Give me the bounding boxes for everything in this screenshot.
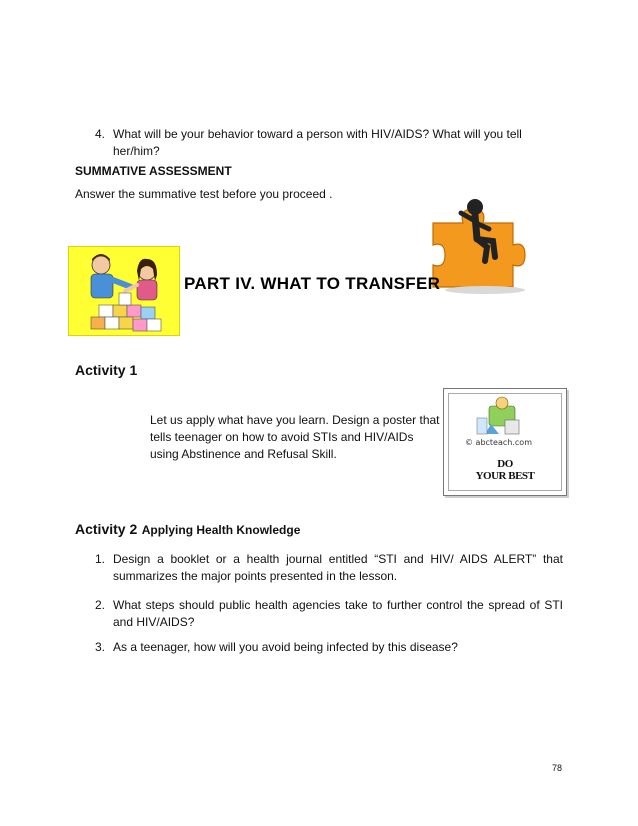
poster-caption <box>449 458 561 482</box>
reading-child-icon <box>449 394 561 438</box>
summative-instruction: Answer the summative test before you proceed . <box>75 187 333 201</box>
activity-2-item-1-text: Design a booklet or a health journal entitled “STI and HIV/ AIDS ALERT” that summarizes the major points presented in the lesson. <box>113 552 563 583</box>
part-iv-title: PART IV. WHAT TO TRANSFER <box>184 274 441 293</box>
activity-2-item-3-text: As a teenager, how will you avoid being infected by this disease? <box>113 640 458 654</box>
activity-2-heading <box>75 521 300 539</box>
puzzle-figure-clipart <box>425 195 540 295</box>
children-blocks-illustration <box>69 247 179 335</box>
activity-1-instructions: Let us apply what have you learn. Design a poster that tells teenager on how to avoid STIs and HIV/AIDs using Abstinence and Refusal Skill. <box>150 413 440 461</box>
activity-2-item-1-number: 1. <box>95 552 106 566</box>
activity-2-item-2-text: What steps should public health agencies take to further control the spread of STI and HIV/AIDS? <box>113 598 563 629</box>
activity-2-item-3-number: 3. <box>95 640 106 654</box>
question-4-number: 4. <box>95 127 106 141</box>
children-blocks-clipart <box>68 246 180 336</box>
do-your-best-poster <box>443 388 567 496</box>
poster-watermark: © abcteach.com <box>465 438 532 447</box>
activity-1-heading: Activity 1 <box>75 362 138 378</box>
poster-caption-line-2: YOUR BEST <box>475 470 535 482</box>
question-4-text: What will be your behavior toward a person with HIV/AIDS? What will you tell her/him? <box>113 127 522 158</box>
activity-2-item-2-number: 2. <box>95 598 106 612</box>
activity-2-label: Activity 2 <box>75 521 138 537</box>
activity-2-subtitle: Applying Health Knowledge <box>141 523 301 537</box>
summative-assessment-heading: SUMMATIVE ASSESSMENT <box>75 164 232 178</box>
poster-frame <box>448 393 562 491</box>
poster-caption-line-1: DO <box>497 458 513 470</box>
puzzle-piece-illustration <box>425 195 540 295</box>
page-number: 78 <box>552 763 563 773</box>
